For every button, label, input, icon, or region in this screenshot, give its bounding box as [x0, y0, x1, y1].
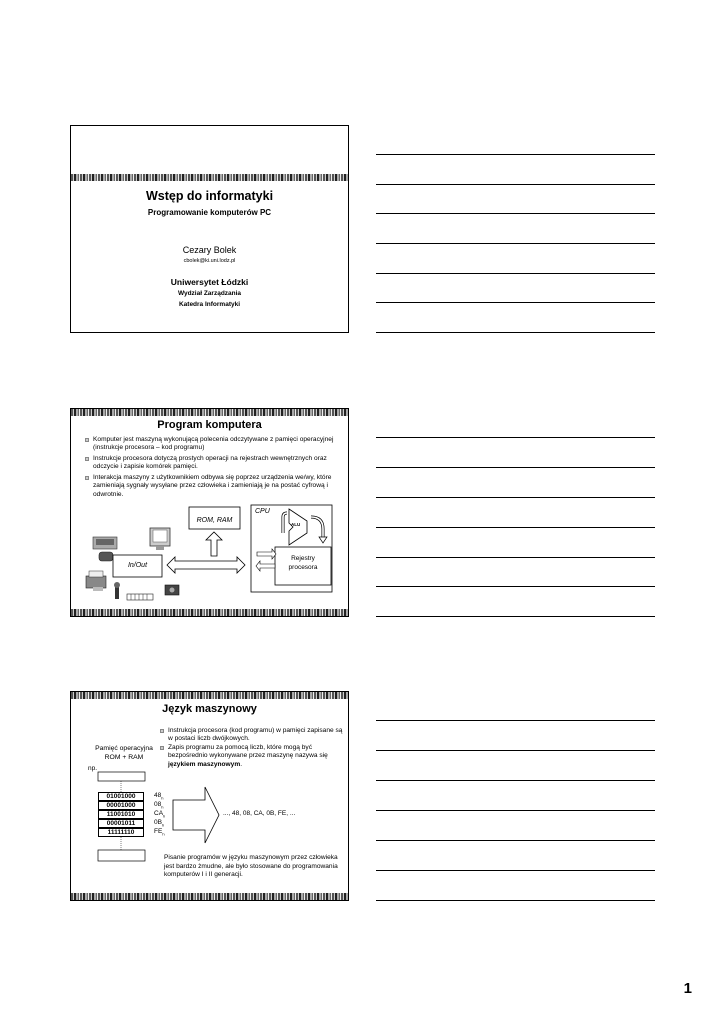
slide1-university: Uniwersytet Łódzki — [170, 277, 249, 287]
note-line — [376, 870, 655, 871]
slide1-email: cbolek@ki.uni.lodz.pl — [183, 258, 236, 264]
slide-band-bottom — [71, 609, 348, 616]
binary-cell: 01001000 — [98, 792, 144, 801]
note-line — [376, 840, 655, 841]
hex-value: $FE_h$ — [154, 828, 165, 837]
inout-label: In/Out — [127, 562, 148, 569]
slide2-title: Program komputera — [157, 419, 262, 431]
page-number: 1 — [683, 980, 692, 997]
note-line — [376, 184, 655, 185]
memory-label: Pamięć operacyjna ROM + RAM — [95, 745, 153, 761]
note-line — [376, 467, 655, 468]
slide-program — [70, 408, 349, 617]
bullet-marker-icon — [85, 457, 89, 461]
bullet-marker-icon — [85, 438, 89, 442]
slide-title — [70, 125, 349, 333]
computer-diagram — [71, 499, 348, 609]
convert-arrow-icon — [173, 787, 219, 843]
slide1-subtitle: Programowanie komputerów PC — [147, 208, 272, 217]
note-line — [376, 720, 655, 721]
bullet-marker-icon — [85, 476, 89, 480]
note-line — [376, 810, 655, 811]
cpu-label: CPU — [255, 508, 270, 515]
note-line — [376, 527, 655, 528]
note-line — [376, 273, 655, 274]
bullet: Komputer jest maszyną wykonującą polecenia odczytywane z pamięci operacyjnej (instrukcje procesora – kod programu) — [85, 436, 340, 453]
hex-value: $08_h$ — [154, 801, 164, 810]
phone-icon — [99, 552, 113, 561]
slide1-department: Katedra Informatyki — [178, 301, 241, 308]
note-line — [376, 243, 655, 244]
note-line — [376, 557, 655, 558]
note-line — [376, 302, 655, 303]
microphone-icon — [114, 582, 120, 599]
hex-value: $48_h$ — [154, 792, 164, 801]
rom-ram-label: ROM, RAM — [196, 517, 233, 524]
note-line — [376, 780, 655, 781]
machine-code-note: Pisanie programów w języku maszynowym przez człowieka jest bardzo żmudne, ale było stosowane do programowania komputerów I i II generacji. — [164, 854, 338, 878]
note-line — [376, 332, 655, 333]
bullet: Zapis programu za pomocą liczb, które mogą być bezpośrednio wykonywane przez maszynę nazywa się językiem maszynowym. — [160, 744, 344, 769]
np-label: np. — [88, 765, 98, 772]
camera-icon — [165, 585, 179, 595]
hex-value: $0B_h$ — [154, 819, 165, 828]
slide-band-top — [71, 409, 348, 416]
bullet: Interakcja maszyny z użytkownikiem odbywa się poprzez urządzenia we/wy, które zamieniają sygnały wysyłane przez człowieka i zamieniają je na postać cyfrową i odwrotnie. — [85, 474, 340, 499]
binary-cell: 00001000 — [98, 801, 144, 810]
bus-arrow-icon — [167, 557, 245, 573]
slide1-faculty: Wydział Zarządzania — [177, 290, 242, 297]
memory-arrow-icon — [206, 532, 222, 556]
note-line — [376, 213, 655, 214]
monitor-icon — [150, 528, 170, 550]
note-line — [376, 497, 655, 498]
note-line — [376, 750, 655, 751]
slide1-title: Wstęp do informatyki — [145, 189, 274, 203]
slide-band — [71, 174, 348, 181]
hex-sequence: ..., 48, 08, CA, 0B, FE, ... — [223, 810, 296, 817]
keyboard-icon — [93, 537, 117, 549]
bullet: Instrukcje procesora dotyczą prostych operacji na rejestrach wewnętrznych oraz odczycie i zapisie komórek pamięci. — [85, 455, 340, 472]
binary-cell: 11111110 — [98, 828, 144, 837]
binary-cell: 11001010 — [98, 810, 144, 819]
piano-keyboard-icon — [127, 594, 153, 600]
slide-machine-language — [70, 691, 349, 901]
slide3-title: Język maszynowy — [162, 703, 257, 715]
printer-icon — [86, 571, 106, 591]
hex-value: $CA_h$ — [154, 810, 166, 819]
note-line — [376, 616, 655, 617]
note-line — [376, 437, 655, 438]
binary-cell: 00001011 — [98, 819, 144, 828]
note-line — [376, 586, 655, 587]
note-line — [376, 900, 655, 901]
bullet: Instrukcja procesora (kod programu) w pamięci zapisane są w postaci liczb dwójkowych. — [160, 727, 344, 744]
alu-label: ALU — [291, 522, 301, 527]
slide1-author: Cezary Bolek — [182, 245, 237, 255]
registers-label: Rejestry procesora — [288, 555, 318, 571]
note-line — [376, 154, 655, 155]
